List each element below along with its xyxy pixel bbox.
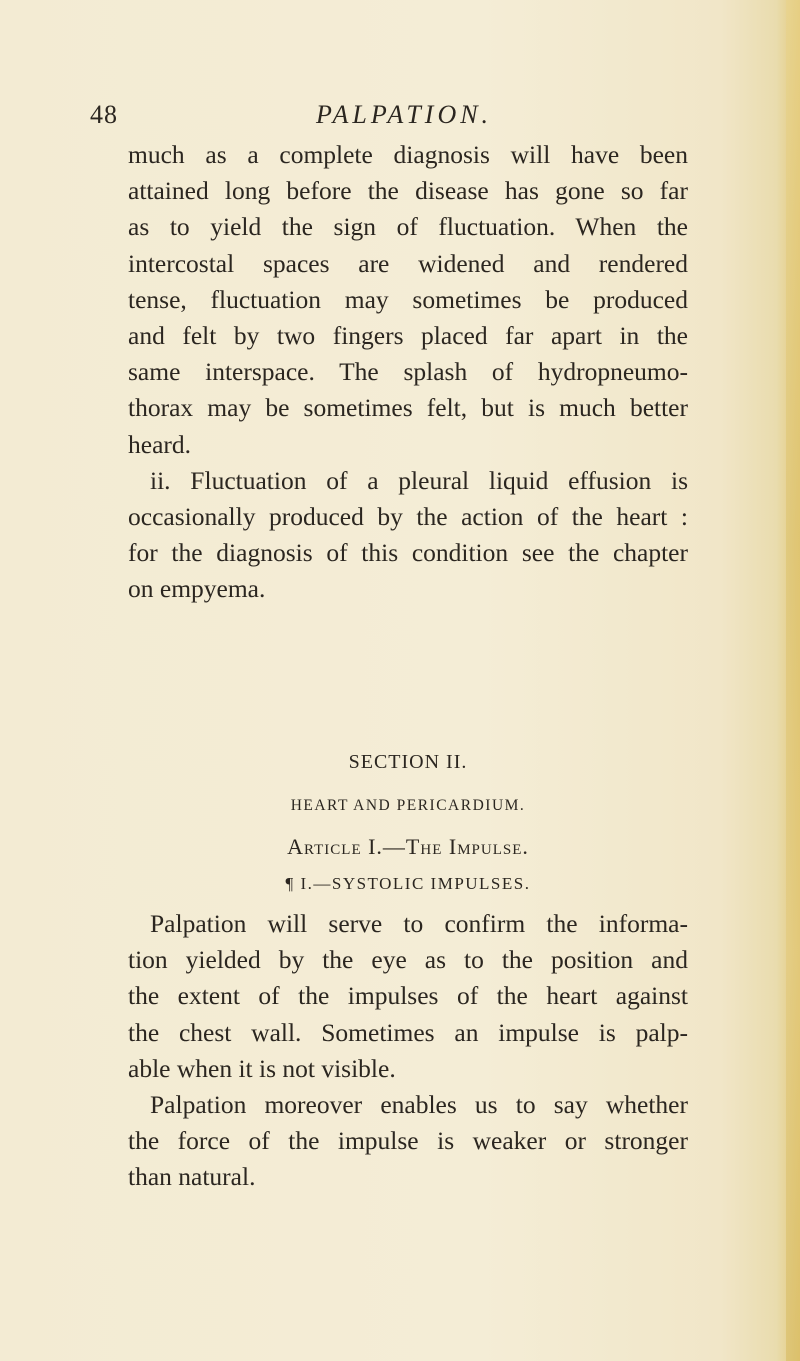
page-number: 48 (90, 100, 118, 129)
text-line: Palpation will serve to confirm the informa- (150, 909, 688, 938)
text-line: Palpation moreover enables us to say whether (150, 1089, 688, 1119)
text-line: the chest wall. Sometimes an impulse is palp- (128, 1017, 688, 1047)
text-line: the extent of the impulses of the heart against (128, 981, 688, 1011)
text-line: than natural. (128, 1162, 256, 1192)
article-heading: Article I.—The Impulse. (287, 834, 529, 859)
text-line: intercostal spaces are widened and rendered (128, 248, 688, 278)
text-line: the force of the impulse is weaker or stronger (128, 1126, 688, 1156)
subject-heading: HEART AND PERICARDIUM. (290, 797, 526, 814)
paragraph-heading: ¶ I.—SYSTOLIC IMPULSES. (285, 874, 531, 893)
section-heading: SECTION II. (348, 751, 468, 773)
body-text-top (128, 137, 688, 607)
text-line: ii. Fluctuation of a pleural liquid effusion is (150, 465, 688, 495)
text-line: as to yield the sign of fluctuation. When the (128, 212, 688, 242)
text-line: same interspace. The splash of hydropneumo- (128, 357, 688, 387)
page-edge-stain (786, 0, 800, 1361)
text-line: tion yielded by the eye as to the position and (128, 945, 688, 975)
text-line: heard. (128, 429, 192, 459)
body-text-bottom (128, 906, 688, 1196)
running-title: PALPATION. (316, 100, 493, 129)
text-line: attained long before the disease has gone so far (128, 176, 688, 206)
running-head (0, 100, 800, 140)
text-line: tense, fluctuation may sometimes be produced (128, 284, 688, 314)
text-line: for the diagnosis of this condition see the chapter (128, 538, 688, 568)
text-line: able when it is not visible. (128, 1053, 396, 1083)
text-line: on empyema. (128, 574, 266, 604)
text-line: thorax may be sometimes felt, but is much better (128, 393, 688, 423)
text-line: occasionally produced by the action of the heart : (128, 501, 688, 531)
text-line: and felt by two fingers placed far apart in the (128, 320, 688, 350)
text-line: much as a complete diagnosis will have been (128, 140, 688, 169)
